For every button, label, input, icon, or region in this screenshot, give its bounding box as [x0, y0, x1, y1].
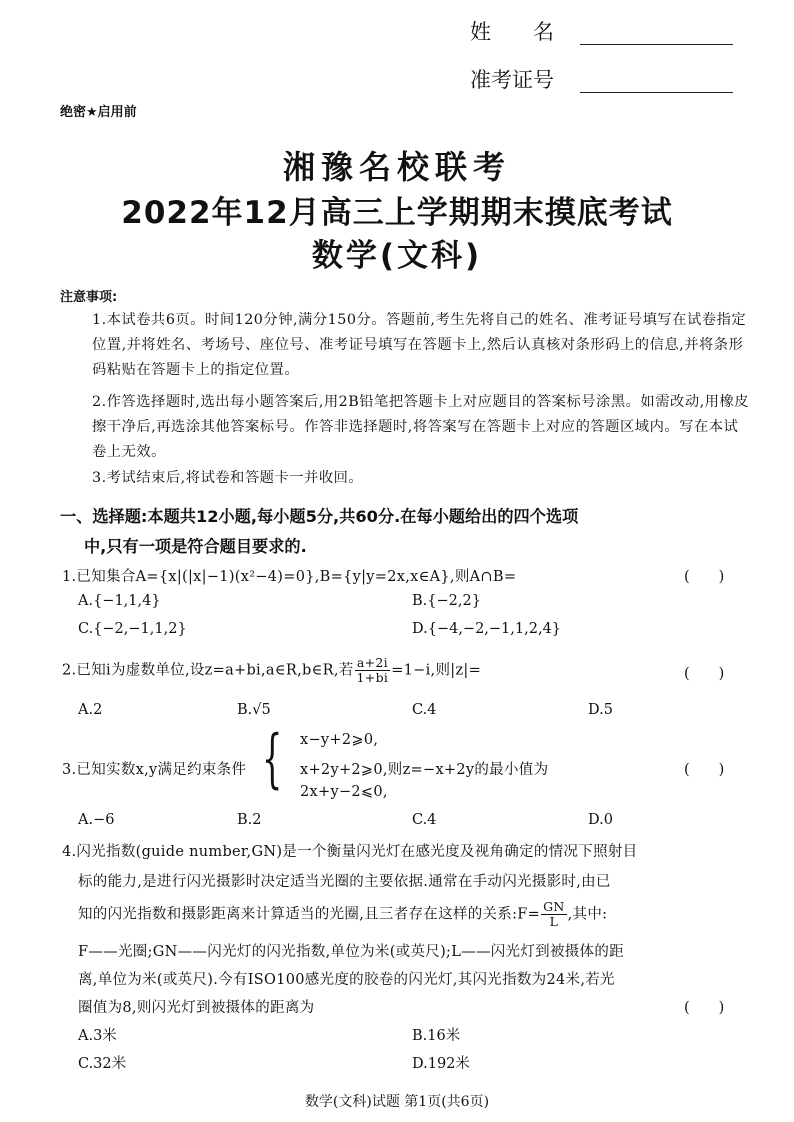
- question-2-option-b: B.√5: [237, 702, 271, 718]
- confidential-mark: 绝密★启用前: [60, 105, 137, 120]
- question-1-answer-blank: ( ): [684, 569, 725, 585]
- exam-title-line2: 2022年12月高三上学期期末摸底考试: [121, 195, 673, 231]
- question-2-option-c: C.4: [412, 702, 437, 718]
- note-item-2: 2.作答选择题时,选出每小题答案后,用2B铅笔把答题卡上对应题目的答案标号涂黑。如需改动,用橡皮擦干净后,再选涂其他答案标号。作答非选择题时,将答案写在答题卡上对应的答题区域内。写在本试卷上无效。: [92, 394, 750, 460]
- exam-id-label: 准考证号: [470, 68, 554, 92]
- question-2-stem: [62, 656, 481, 685]
- question-2-fraction-denominator: 1+bi: [356, 670, 389, 685]
- note-item-1: 1.本试卷共6页。时间120分钟,满分150分。答题前,考生先将自己的姓名、准考证号填写在试卷指定位置,并将姓名、考场号、座位号、准考证号填写在答题卡上,然后认真核对条形码上的信息,并将条形码粘贴在答题卡上的指定位置。: [92, 312, 747, 378]
- question-4-option-d: D.192米: [412, 1056, 470, 1072]
- question-2-option-a: A.2: [78, 702, 103, 718]
- question-2-fraction-numerator: a+2i: [355, 656, 391, 671]
- note-item-3: 3.考试结束后,将试卷和答题卡一并收回。: [92, 470, 364, 486]
- question-4-line5: 离,单位为米(或英尺).今有ISO100感光度的胶卷的闪光灯,其闪光指数为24米,若光: [78, 972, 615, 988]
- constraint-3: 2x+y−2⩽0,: [300, 784, 388, 800]
- section-heading-line2: 中,只有一项是符合题目要求的.: [84, 537, 307, 556]
- question-3-answer-blank: ( ): [684, 762, 725, 778]
- question-4-line3: [78, 900, 607, 929]
- question-1-stem: 1.已知集合A={x|(|x|−1)(x²−4)=0},B={y|y=2x,x∈A},则A∩B=: [62, 569, 517, 585]
- page-footer: 数学(文科)试题 第1页(共6页): [304, 1094, 490, 1110]
- question-4-option-b: B.16米: [412, 1028, 461, 1044]
- section-heading-line1: 一、选择题:本题共12小题,每小题5分,共60分.在每小题给出的四个选项: [60, 507, 579, 526]
- question-4-line1: 4.闪光指数(guide number,GN)是一个衡量闪光灯在感光度及视角确定的情况下照射目: [62, 844, 638, 860]
- question-4-line3-pre: 知的闪光指数和摄影距离来计算适当的光圈,且三者存在这样的关系:F=: [78, 906, 541, 923]
- question-4-line2: 标的能力,是进行闪光摄影时决定适当光圈的主要依据.通常在手动闪光摄影时,由已: [78, 874, 611, 890]
- question-2-stem-pre: 2.已知i为虚数单位,设z=a+bi,a∈R,b∈R,若: [62, 662, 354, 679]
- question-4-line4: F——光圈;GN——闪光灯的闪光指数,单位为米(或英尺);L——闪光灯到被摄体的距: [78, 944, 624, 960]
- constraint-1: x−y+2⩾0,: [300, 732, 379, 748]
- question-3-option-d: D.0: [588, 812, 613, 828]
- name-label: 姓 名: [470, 20, 554, 44]
- question-1-option-c: C.{−2,−1,1,2}: [78, 621, 187, 637]
- question-2-option-d: D.5: [588, 702, 613, 718]
- constraint-brace: {: [262, 722, 283, 796]
- name-field[interactable]: [580, 44, 733, 45]
- question-1-option-a: A.{−1,1,4}: [78, 593, 161, 609]
- question-2-stem-post: =1−i,则|z|=: [391, 662, 482, 679]
- question-4-line6: 圈值为8,则闪光灯到被摄体的距离为: [78, 1000, 315, 1016]
- question-1-option-b: B.{−2,2}: [412, 593, 481, 609]
- question-2-fraction: [355, 656, 391, 685]
- question-4-option-a: A.3米: [78, 1028, 117, 1044]
- question-2-answer-blank: ( ): [684, 666, 725, 682]
- flash-formula-numerator: GN: [543, 899, 565, 914]
- exam-title-line1: 湘豫名校联考: [282, 148, 511, 186]
- subject-title: 数学(文科): [311, 238, 483, 274]
- question-3-stem: 3.已知实数x,y满足约束条件: [62, 762, 247, 778]
- flash-formula-fraction: [541, 900, 567, 929]
- question-3-option-a: A.−6: [78, 812, 115, 828]
- question-1-option-d: D.{−4,−2,−1,1,2,4}: [412, 621, 562, 637]
- question-3-option-c: C.4: [412, 812, 437, 828]
- flash-formula-denominator: L: [549, 914, 559, 929]
- notes-heading: 注意事项:: [60, 290, 118, 305]
- question-3-option-b: B.2: [237, 812, 262, 828]
- exam-id-field[interactable]: [580, 92, 733, 93]
- constraint-2: x+2y+2⩾0,则z=−x+2y的最小值为: [300, 762, 549, 778]
- question-4-answer-blank: ( ): [684, 1000, 725, 1016]
- question-4-option-c: C.32米: [78, 1056, 127, 1072]
- question-4-line3-post: ,其中:: [567, 906, 608, 923]
